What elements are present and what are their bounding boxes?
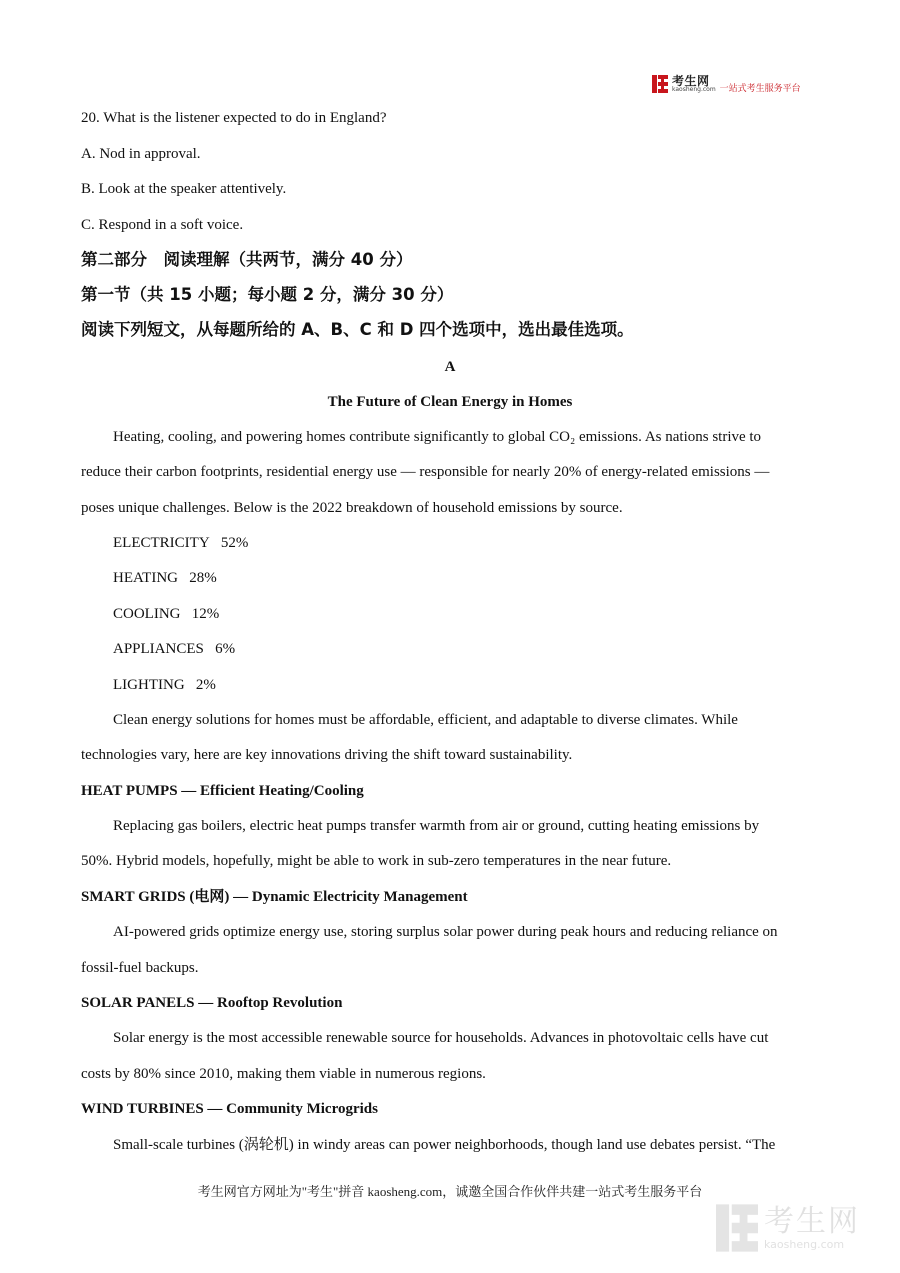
section-body-line: costs by 80% since 2010, making them viable in numerous regions.: [81, 1066, 486, 1082]
solutions-line: technologies vary, here are key innovations driving the shift toward sustainability.: [81, 747, 573, 763]
intro-line: reduce their carbon footprints, residential energy use — responsible for nearly 20% of energy-related emissions —: [81, 464, 770, 480]
question-20-option-b: B. Look at the speaker attentively.: [81, 181, 287, 197]
passage-title: The Future of Clean Energy in Homes: [327, 394, 573, 410]
passage-label: A: [444, 359, 456, 375]
question-20-stem: 20. What is the listener expected to do in England?: [81, 110, 387, 126]
section-body-line: AI-powered grids optimize energy use, storing surplus solar power during peak hours and reducing reliance on: [113, 924, 778, 940]
section-body-line: 50%. Hybrid models, hopefully, might be able to work in sub-zero temperatures in the near future.: [81, 853, 672, 869]
breakdown-source: ELECTRICITY: [113, 535, 210, 551]
question-20-option-a: A. Nod in approval.: [81, 146, 201, 162]
section-body-line: Replacing gas boilers, electric heat pumps transfer warmth from air or ground, cutting heating emissions by: [113, 818, 760, 834]
part-title: 第二部分 阅读理解（共两节，满分 40 分）: [81, 250, 413, 269]
kaosheng-watermark-icon: [716, 1204, 758, 1252]
watermark-brand-domain: kaosheng.com: [764, 1237, 845, 1251]
breakdown-source: HEATING: [113, 570, 178, 586]
page-footer: 考生网官方网址为"考生"拼音 kaosheng.com，诚邀全国合作伙伴共建一站式考生服务平台: [197, 1184, 703, 1199]
section-body-line: Solar energy is the most accessible renewable source for households. Advances in photovoltaic cells have cut: [113, 1030, 769, 1046]
section-subtitle: 第一节（共 15 小题；每小题 2 分，满分 30 分）: [81, 285, 454, 304]
header-logo: [652, 72, 801, 96]
breakdown-share: 28%: [189, 570, 217, 586]
watermark-brand-name: 考生网: [764, 1203, 860, 1239]
solutions-line: Clean energy solutions for homes must be affordable, efficient, and adaptable to diverse climates. While: [113, 712, 738, 728]
question-20-option-c: C. Respond in a soft voice.: [81, 217, 244, 233]
breakdown-item: [113, 533, 248, 553]
logo-brand-name: 考生网: [672, 74, 710, 88]
breakdown-source: COOLING: [113, 606, 181, 622]
section-heading-wind-turbines: WIND TURBINES — Community Microgrids: [81, 1101, 378, 1117]
breakdown-share: 52%: [220, 535, 249, 551]
logo-slogan: 一站式考生服务平台: [719, 83, 801, 94]
breakdown-source: LIGHTING: [113, 677, 185, 693]
kaosheng-logo-icon: [652, 75, 668, 93]
breakdown-item: [113, 568, 217, 588]
section-instruction: 阅读下列短文，从每题所给的 A、B、C 和 D 四个选项中，选出最佳选项。: [81, 320, 634, 339]
watermark: [716, 1204, 860, 1252]
section-heading-smart-grids: SMART GRIDS (电网) — Dynamic Electricity Management: [81, 889, 468, 905]
section-body-line: fossil-fuel backups.: [81, 960, 199, 976]
intro-line: poses unique challenges. Below is the 2022 breakdown of household emissions by source.: [81, 500, 623, 516]
breakdown-share: 2%: [195, 677, 216, 693]
breakdown-share: 6%: [215, 641, 236, 657]
intro-line: Heating, cooling, and powering homes contribute significantly to global CO₂ emissions. As nations strive to: [113, 429, 762, 445]
breakdown-item: [113, 639, 235, 659]
section-body-line: Small-scale turbines (涡轮机) in windy areas can power neighborhoods, though land use debates persist. “The: [113, 1137, 776, 1153]
breakdown-source: APPLIANCES: [113, 641, 204, 657]
section-heading-solar-panels: SOLAR PANELS — Rooftop Revolution: [81, 995, 343, 1011]
breakdown-item: [113, 675, 216, 695]
logo-brand-domain: kaosheng.com: [672, 86, 716, 93]
breakdown-item: [113, 604, 219, 624]
section-heading-heat-pumps: HEAT PUMPS — Efficient Heating/Cooling: [81, 783, 364, 799]
breakdown-share: 12%: [191, 606, 220, 622]
